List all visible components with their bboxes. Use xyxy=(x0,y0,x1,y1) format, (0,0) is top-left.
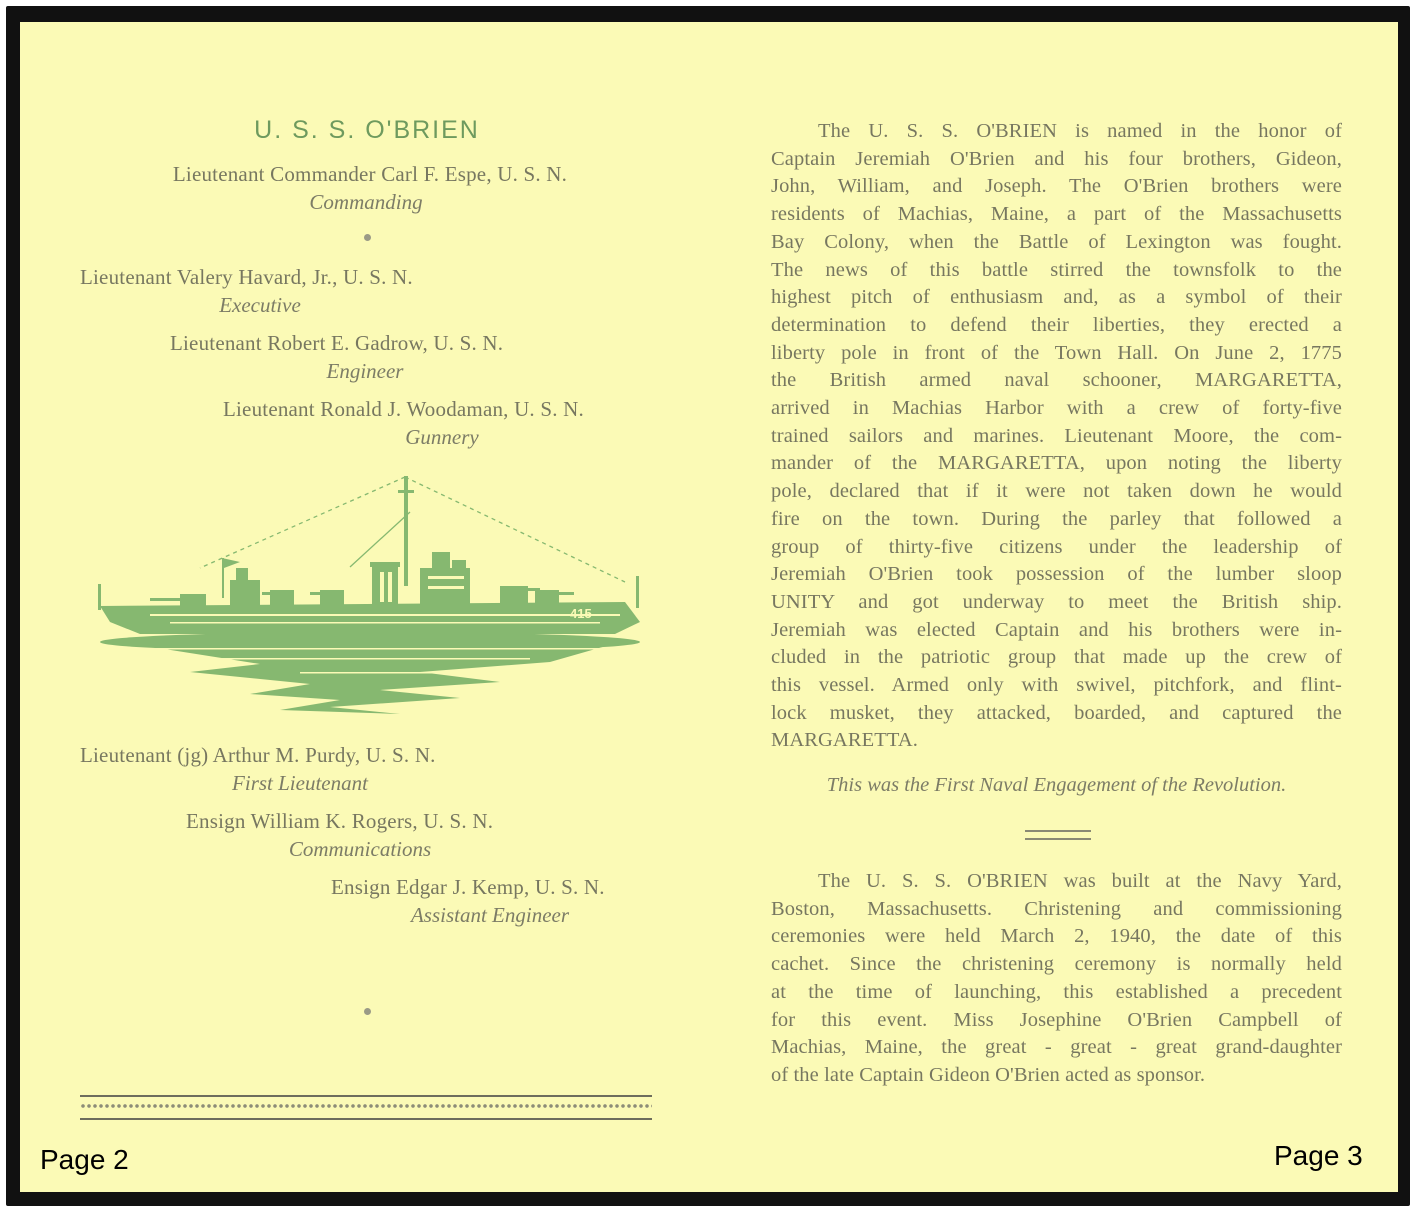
ornament-rule xyxy=(80,1095,652,1097)
text-line: lock musket, they attacked, boarded, and captured the xyxy=(771,701,1342,724)
text-line: cachet. Since the christening ceremony is normally held xyxy=(771,953,1342,976)
officer-name: Lieutenant (jg) Arthur M. Purdy, U. S. N. xyxy=(80,743,436,767)
text-line: this vessel. Armed only with swivel, pitchfork, and flint- xyxy=(771,674,1342,697)
ornament-dots xyxy=(80,1103,652,1109)
page-label-left: Page 2 xyxy=(40,1144,129,1175)
text-line: Jeremiah was elected Captain and his brothers were in- xyxy=(771,618,1342,641)
text-line: cluded in the patriotic group that made up the crew of xyxy=(771,646,1342,669)
text-line: Boston, Massachusetts. Christening and commissioning xyxy=(771,897,1342,920)
text-line: Captain Jeremiah O'Brien and his four brothers, Gideon, xyxy=(771,147,1342,170)
construction-text xyxy=(771,868,1342,1090)
bullet-dot xyxy=(364,234,371,241)
text-line: at the time of launching, this established a precedent xyxy=(771,980,1342,1003)
text-line: ceremonies were held March 2, 1940, the date of this xyxy=(771,925,1342,948)
officer-name: Lieutenant Ronald J. Woodaman, U. S. N. xyxy=(223,397,584,421)
text-line: The U. S. S. O'BRIEN is named in the honor of xyxy=(818,120,1342,142)
text-line: determination to defend their liberties, they erected a xyxy=(771,313,1342,336)
text-line: The U. S. S. O'BRIEN was built at the Navy Yard, xyxy=(818,870,1342,892)
text-line: mander of the MARGARETTA, upon noting the liberty xyxy=(771,452,1342,475)
first-naval-engagement: This was the First Naval Engagement of the Revolution. xyxy=(826,774,1287,796)
bullet-dot xyxy=(364,1008,371,1015)
text-line: pole, declared that if it were not taken down he would xyxy=(771,480,1342,503)
officer-role: Engineer xyxy=(326,359,404,383)
text-line: trained sailors and marines. Lieutenant Moore, the com- xyxy=(771,424,1342,447)
ship-title: U. S. S. O'BRIEN xyxy=(254,116,480,144)
ship-illustration xyxy=(80,472,650,722)
paragraph-construction xyxy=(771,868,1342,1090)
text-line: John, William, and Joseph. The O'Brien brothers were xyxy=(771,175,1342,198)
text-line: Machias, Maine, the great - great - great grand-daughter xyxy=(771,1036,1342,1059)
first-naval-engagement-wrap xyxy=(771,774,1342,797)
text-line: for this event. Miss Josephine O'Brien Campbell of xyxy=(771,1008,1342,1031)
text-line: The news of this battle stirred the townsfolk to the xyxy=(771,258,1342,281)
officer-role: Communications xyxy=(288,837,432,861)
text-line: residents of Machias, Maine, a part of the Massachusetts xyxy=(771,203,1342,226)
officer-role: Commanding xyxy=(309,190,423,214)
officer-name: Lieutenant Valery Havard, Jr., U. S. N. xyxy=(80,265,413,289)
officer-name: Lieutenant Commander Carl F. Espe, U. S. N. xyxy=(172,162,568,186)
booklet-spread xyxy=(20,22,1398,1192)
officer-name: Lieutenant Robert E. Gadrow, U. S. N. xyxy=(170,331,504,355)
text-line: the British armed naval schooner, MARGARETTA, xyxy=(771,369,1342,392)
officer-role: Executive xyxy=(219,293,301,317)
hull-number: 415 xyxy=(570,606,592,621)
text-line: group of thirty-five citizens under the leadership of xyxy=(771,535,1342,558)
officer-name: Ensign William K. Rogers, U. S. N. xyxy=(186,809,494,833)
paragraph-history xyxy=(771,118,1342,755)
text-line: fire on the town. During the parley that followed a xyxy=(771,507,1342,530)
page-label-right: Page 3 xyxy=(1274,1140,1363,1171)
ornament-rule xyxy=(80,1118,652,1120)
text-line: liberty pole in front of the Town Hall. On June 2, 1775 xyxy=(771,341,1342,364)
text-line: Jeremiah O'Brien took possession of the lumber sloop xyxy=(771,563,1342,586)
text-line: highest pitch of enthusiasm and, as a symbol of their xyxy=(771,286,1342,309)
text-line: MARGARETTA. xyxy=(771,729,918,752)
section-divider xyxy=(1025,830,1091,840)
text-line: arrived in Machias Harbor with a crew of forty-five xyxy=(771,397,1342,420)
officer-role: Assistant Engineer xyxy=(410,903,570,927)
officer-name: Ensign Edgar J. Kemp, U. S. N. xyxy=(331,875,605,899)
officer-role: First Lieutenant xyxy=(232,771,368,795)
text-line: Bay Colony, when the Battle of Lexington was fought. xyxy=(771,230,1342,253)
history-text xyxy=(771,118,1342,755)
text-line: UNITY and got underway to meet the British ship. xyxy=(771,590,1342,613)
officer-role: Gunnery xyxy=(405,425,479,449)
text-line: of the late Captain Gideon O'Brien acted as sponsor. xyxy=(771,1063,1206,1086)
